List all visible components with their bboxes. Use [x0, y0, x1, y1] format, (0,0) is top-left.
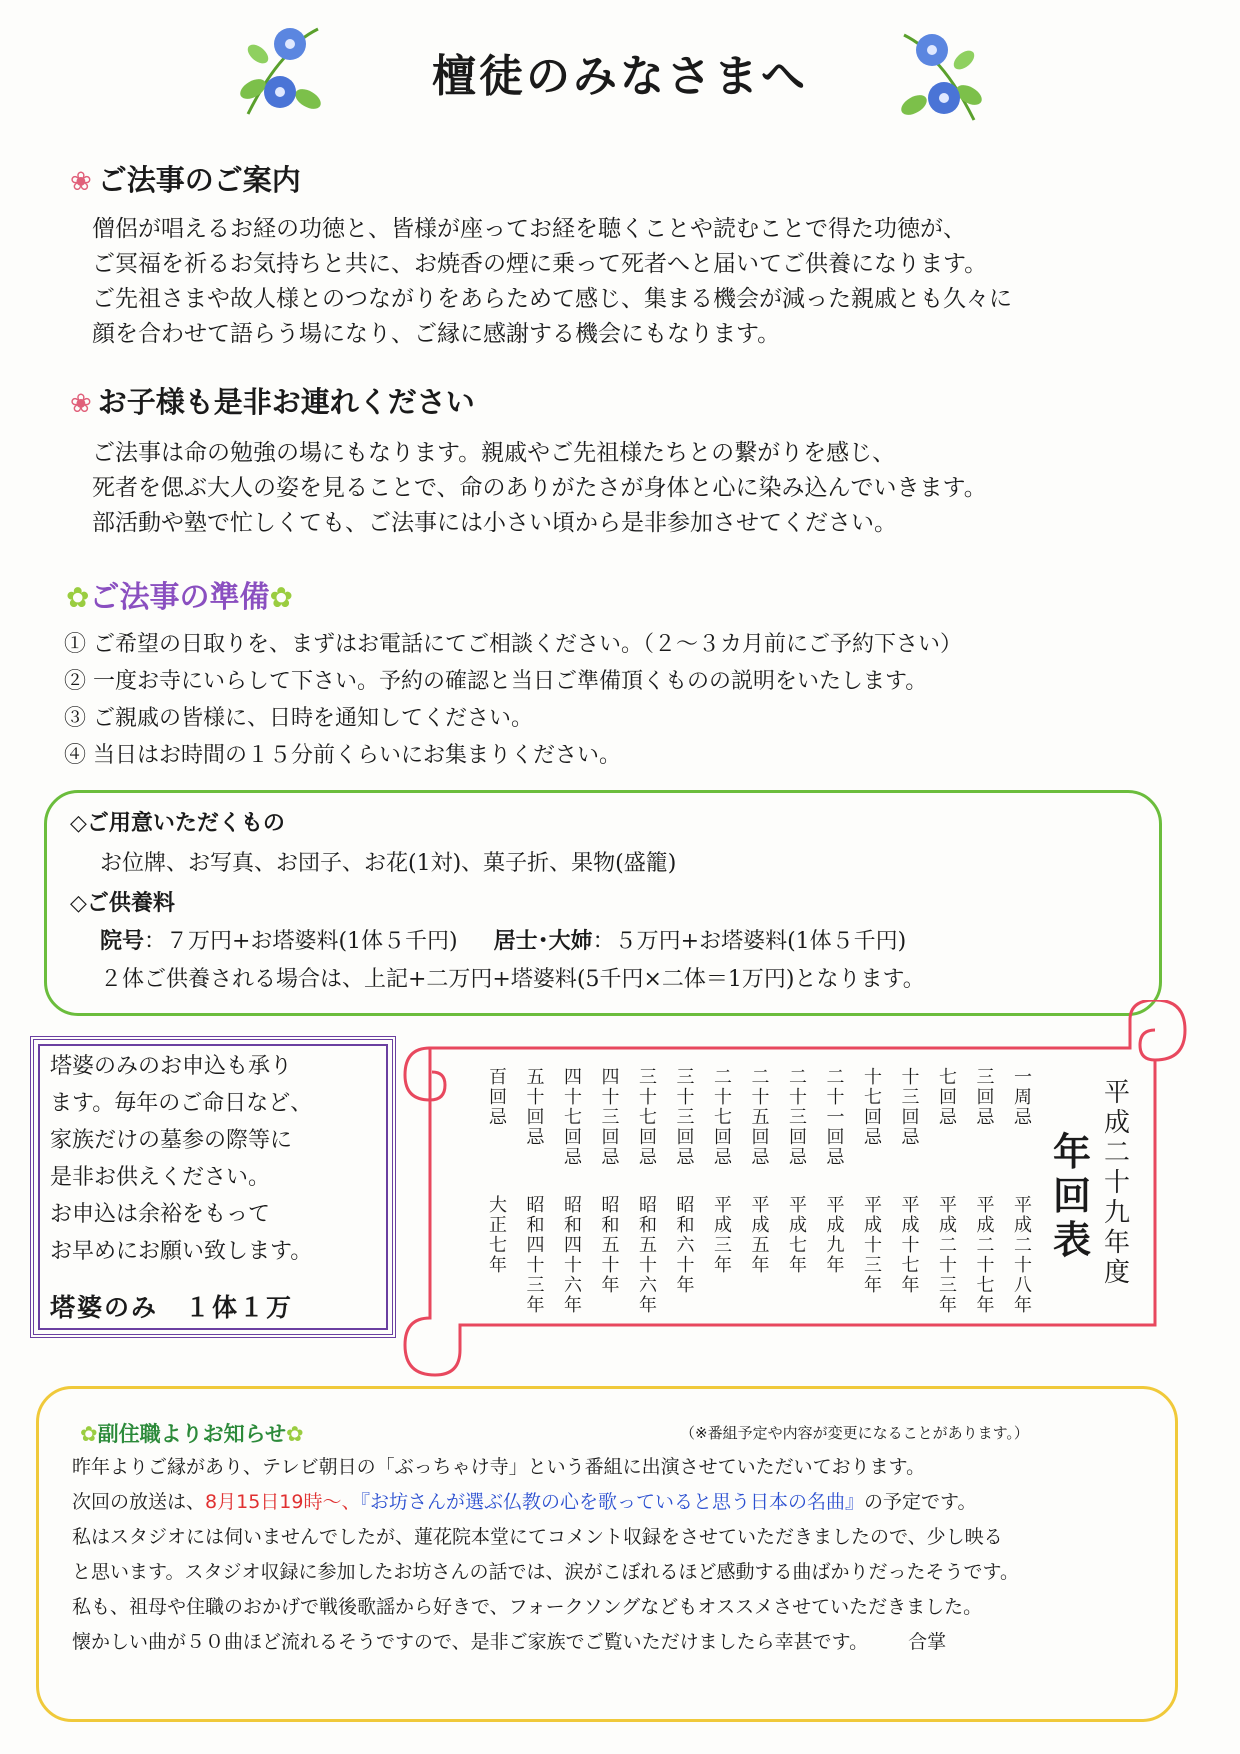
text-line: お申込は余裕をもって	[50, 1202, 271, 1227]
memorial-name: 三 十 七 回 忌	[639, 1067, 657, 1168]
memorial-year: 平 成 十 七 年	[901, 1195, 920, 1296]
clover-icon: ✿	[80, 1422, 98, 1446]
fee-value-ingo: ：７万円+お塔婆料(1体５千円)	[144, 929, 458, 954]
memorial-year: 平 成 五 年	[751, 1195, 770, 1276]
text-line: 家族だけの墓参の際等に	[50, 1128, 293, 1153]
memorial-year: 平 成 二 十 三 年	[939, 1195, 957, 1316]
memorial-year: 昭 和 五 十 六 年	[639, 1195, 657, 1316]
fee-label-koji: 居士･大姉	[493, 928, 593, 954]
fee-value-koji: ：５万円+お塔婆料(1体５千円)	[592, 929, 907, 954]
items-text: お位牌、お写真、お団子、お花(1対)、菓子折、果物(盛籠)	[100, 851, 677, 876]
table-title: 年 回 表	[1052, 1129, 1091, 1262]
text-line: 懐かしい曲が５０曲ほど流れるそうですので、是非ご家族でご覧いただけましたら幸甚です。 合掌	[72, 1631, 947, 1653]
memorial-column	[748, 1068, 774, 1276]
memorial-year: 昭 和 四 十 六 年	[564, 1195, 582, 1316]
memorial-name: 一 周 忌	[1014, 1067, 1032, 1128]
broadcast-date: 8月15日19時～、	[205, 1491, 361, 1513]
memorial-column	[523, 1068, 549, 1316]
flower-bullet-icon: ❀	[70, 167, 92, 197]
list-item: ③ ご親戚の皆様に、日時を通知してください。	[64, 706, 533, 731]
table-title-year: 平 成 二 十 九 年 度	[1103, 1078, 1130, 1288]
memorial-column	[898, 1068, 924, 1296]
memorial-name: 三 回 忌	[976, 1067, 995, 1128]
section-body-children	[92, 436, 987, 541]
items-heading: ◇ご用意いただくもの	[70, 811, 285, 836]
memorial-name: 四 十 七 回 忌	[564, 1067, 582, 1168]
memorial-year: 平 成 三 年	[714, 1195, 732, 1276]
text-line: ご冥福を祈るお気持ちと共に、お焼香の煙に乗って死者へと届いてご供養になります。	[92, 251, 988, 277]
clover-icon: ✿	[285, 1422, 304, 1446]
text-line: 私も、祖母や住職のおかげで戦後歌謡から好きで、フォークソングなどもオススメさせていただきました。	[72, 1596, 983, 1618]
clover-icon: ✿	[269, 581, 293, 614]
memorial-year: 昭 和 四 十 三 年	[526, 1195, 545, 1316]
text-line: 部活動や塾で忙しくても、ご法事には小さい頃から是非参加させてください。	[92, 510, 897, 536]
memorial-column	[485, 1068, 511, 1276]
section-heading-guide: ❀ ご法事のご案内	[70, 163, 301, 197]
memorial-year: 大 正 七 年	[489, 1195, 507, 1276]
preparation-steps	[64, 626, 962, 774]
memorial-name: 七 回 忌	[939, 1067, 957, 1128]
toba-text	[50, 1048, 312, 1270]
notice-disclaimer: （※番組予定や内容が変更になることがあります。）	[680, 1424, 1029, 1442]
memorial-name: 四 十 三 回 忌	[601, 1067, 620, 1168]
closing: 合掌	[908, 1631, 947, 1653]
fee-line-1	[100, 924, 906, 955]
memorial-column	[560, 1068, 586, 1316]
memorial-name: 十 七 回 忌	[864, 1067, 882, 1148]
memorial-column	[710, 1068, 736, 1276]
memorial-year: 平 成 七 年	[789, 1195, 807, 1276]
text-line: と思います。スタジオ収録に参加したお坊さんの話では、涙がこぼれるほど感動する曲ばかりだったそうです。	[72, 1561, 1019, 1583]
memorial-name: 二 十 三 回 忌	[789, 1067, 807, 1168]
memorial-name: 五 十 回 忌	[526, 1067, 545, 1148]
text-line: ご法事は命の勉強の場にもなります。親戚やご先祖様たちとの繋がりを感じ、	[92, 440, 896, 466]
text-line: 塔婆のみのお申込も承り	[50, 1054, 293, 1079]
notice-body	[72, 1450, 1019, 1660]
section-heading-children: ❀ お子様も是非お連れください	[70, 385, 475, 419]
memorial-name: 百 回 忌	[489, 1067, 507, 1128]
text-line: ご先祖さまや故人様とのつながりをあらためて感じ、集まる機会が減った親戚とも久々に	[92, 286, 1012, 312]
memorial-column	[598, 1068, 624, 1296]
memorial-name: 二 十 一 回 忌	[826, 1067, 845, 1168]
memorial-column	[635, 1068, 661, 1316]
text-line: ます。毎年のご命日など、	[50, 1091, 313, 1116]
memorial-year: 平 成 二 十 八 年	[1014, 1195, 1032, 1316]
memorial-year: 昭 和 五 十 年	[601, 1195, 620, 1296]
memorial-column	[785, 1068, 811, 1276]
fee-line-2: ２体ご供養される場合は、上記+二万円+塔婆料(5千円×二体＝1万円)となります。	[100, 967, 925, 992]
list-item: ④ 当日はお時間の１５分前くらいにお集まりください。	[64, 743, 621, 768]
memorial-name: 十 三 回 忌	[901, 1067, 920, 1148]
list-item: ① ご希望の日取りを、まずはお電話にてご相談ください。（２～３カ月前にご予約下さい）	[64, 632, 962, 657]
text-line: 私はスタジオには伺いませんでしたが、蓮花院本堂にてコメント収録をさせていただきましたので、少し映る	[72, 1526, 1003, 1548]
text-line: お早めにお願い致します。	[50, 1239, 313, 1264]
toba-price: 塔婆のみ １体１万	[50, 1293, 294, 1322]
page-title: 檀徒のみなさまへ	[432, 51, 808, 102]
fee-label-ingo: 院号	[100, 928, 145, 954]
memorial-year: 平 成 十 三 年	[864, 1195, 882, 1296]
memorial-column	[673, 1068, 699, 1296]
memorial-column	[860, 1068, 886, 1296]
memorial-name: 三 十 三 回 忌	[676, 1067, 695, 1168]
memorial-name: 二 十 七 回 忌	[714, 1067, 732, 1168]
text-line: 昨年よりご縁があり、テレビ朝日の「ぶっちゃけ寺」という番組に出演させていただいております。	[72, 1456, 926, 1478]
memorial-column	[973, 1068, 999, 1316]
memorial-year: 平 成 二 十 七 年	[976, 1195, 995, 1316]
notice-heading: ✿副住職よりお知らせ✿	[80, 1422, 304, 1446]
preparation-heading: ✿ご法事の準備✿	[66, 580, 293, 615]
memorial-column	[1010, 1068, 1036, 1316]
memorial-column	[935, 1068, 961, 1316]
fee-heading: ◇ご供養料	[70, 891, 175, 916]
section-body-guide	[92, 212, 1012, 352]
clover-icon: ✿	[66, 581, 90, 614]
memorial-year: 昭 和 六 十 年	[676, 1195, 695, 1296]
text-line: 僧侶が唱えるお経の功徳と、皆様が座ってお経を聴くことや読むことで得た功徳が、	[92, 216, 966, 242]
text-line: 是非お供えください。	[50, 1165, 271, 1190]
memorial-column	[823, 1068, 849, 1276]
text-line: 次回の放送は、8月15日19時～、『お坊さんが選ぶ仏教の心を歌っていると思う日本の名曲』の予定です。	[72, 1491, 977, 1513]
memorial-year: 平 成 九 年	[826, 1195, 845, 1276]
memorial-name: 二 十 五 回 忌	[751, 1067, 770, 1168]
flower-bullet-icon: ❀	[70, 389, 92, 419]
text-line: 死者を偲ぶ大人の姿を見ることで、命のありがたさが身体と心に染み込んでいきます。	[92, 475, 987, 501]
program-title: 『お坊さんが選ぶ仏教の心を歌っていると思う日本の名曲』	[360, 1491, 864, 1513]
text-line: 顔を合わせて語らう場になり、ご縁に感謝する機会にもなります。	[92, 321, 781, 347]
list-item: ② 一度お寺にいらして下さい。予約の確認と当日ご準備頂くものの説明をいたします。	[64, 669, 928, 694]
